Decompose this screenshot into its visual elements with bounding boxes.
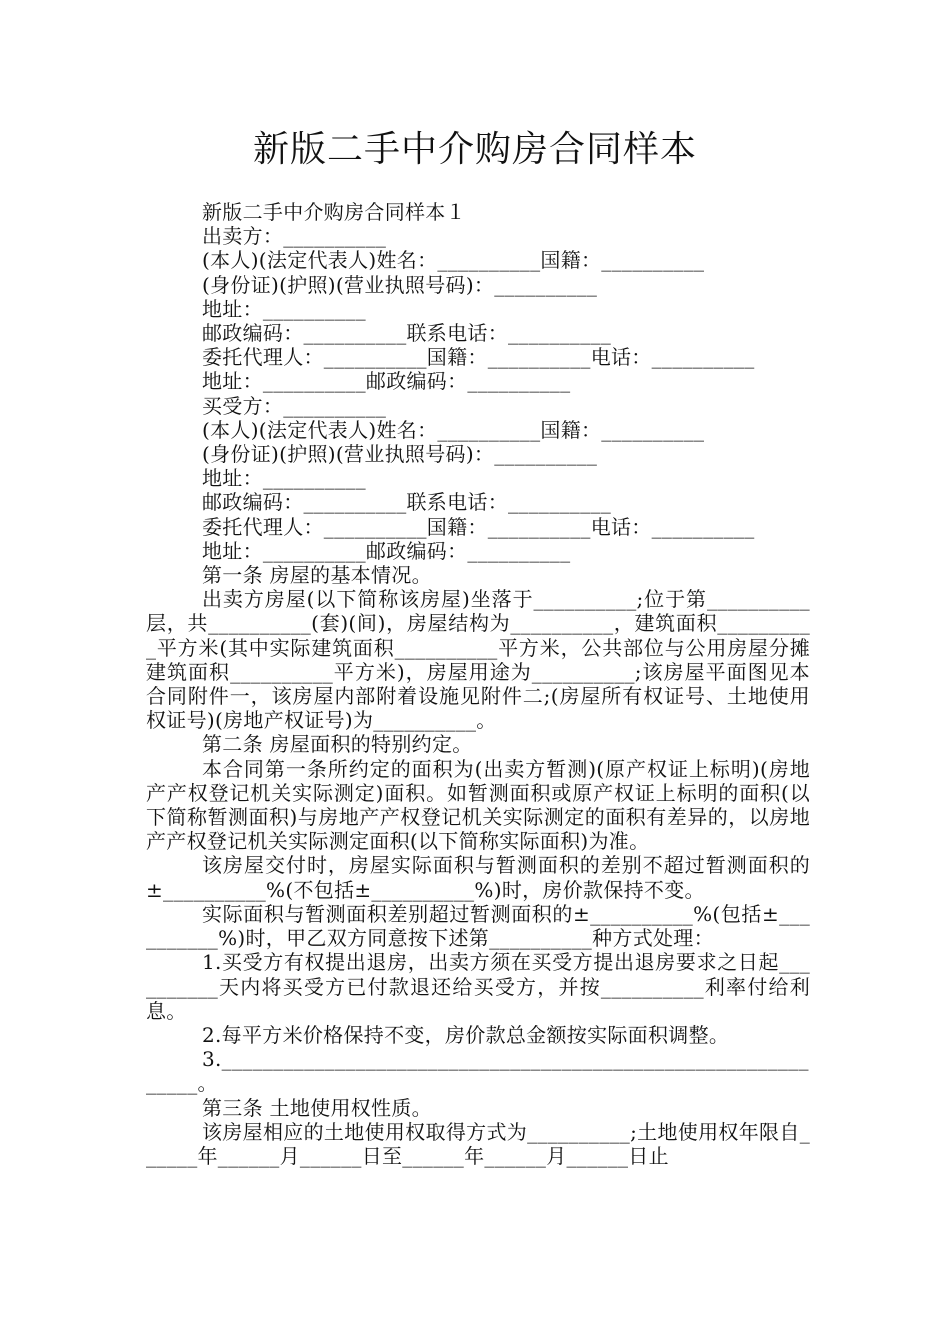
buyer-address-line: 地址：__________: [202, 466, 366, 491]
article2-paragraph-1: 本合同第一条所约定的面积为(出卖方暂测)(原产权证上标明)(房地产产权登记机关实际测定)面积。如暂测面积或原产权证上标明的面积(以下简称暂测面积)与房地产产权登记机关实际测定的面积有差异的，以房地产产权登记机关实际测定面积(以下简称实际面积)为准。: [146, 756, 810, 854]
article2-paragraph-2: 该房屋交付时，房屋实际面积与暂测面积的差别不超过暂测面积的±__________%(不包括±__________%)时，房价款保持不变。: [146, 853, 810, 902]
seller-agent-address-line: 地址：__________邮政编码：__________: [202, 369, 571, 394]
option-item-1: 1.买受方有权提出退房，出卖方须在买受方提出退房要求之日起__________天内将买受方已付款退还给买受方，并按__________利率付给利息。: [146, 950, 810, 1023]
seller-id-line: (身份证)(护照)(营业执照号码)：__________: [202, 272, 598, 297]
buyer-id-line: (身份证)(护照)(营业执照号码)：__________: [202, 442, 598, 467]
document-body: [146, 200, 810, 1168]
article1-paragraph: 出卖方房屋(以下简称该房屋)坐落于__________;位于第__________层，共__________(套)(间)，房屋结构为__________，建筑面积__________平方米(其中实际建筑面积__________平方米，公共部位与公用房屋分摊建筑面积__________平方米)，房屋用途为__________;该房屋平面图见本合同附件一，该房屋内部附着设施见附件二;(房屋所有权证号、土地使用权证号)(房地产权证号)为__________。: [146, 587, 810, 733]
document-title: 新版二手中介购房合同样本: [252, 129, 697, 170]
seller-line: 出卖方：__________: [202, 224, 387, 249]
article3-heading: 第三条 土地使用权性质。: [202, 1095, 432, 1120]
article1-heading: 第一条 房屋的基本情况。: [202, 563, 432, 588]
buyer-agent-line: 委托代理人：__________国籍：__________电话：__________: [202, 514, 755, 539]
buyer-name-line: (本人)(法定代表人)姓名：__________国籍：__________: [202, 417, 705, 442]
option-item-3: 3.______________________________________________________________。: [146, 1047, 809, 1096]
seller-postal-line: 邮政编码：__________联系电话：__________: [202, 321, 611, 346]
buyer-agent-address-line: 地址：__________邮政编码：__________: [202, 538, 571, 563]
seller-address-line: 地址：__________: [202, 296, 366, 321]
article2-paragraph-3: 实际面积与暂测面积差别超过暂测面积的±__________%(包括±__________%)时，甲乙双方同意按下述第__________种方式处理：: [146, 901, 810, 951]
option-item-2: 2.每平方米价格保持不变，房价款总金额按实际面积调整。: [202, 1022, 730, 1047]
seller-name-line: (本人)(法定代表人)姓名：__________国籍：__________: [202, 248, 705, 273]
article3-paragraph: 该房屋相应的土地使用权取得方式为__________;土地使用权年限自______年______月______日至______年______月______日止: [146, 1119, 810, 1168]
buyer-line: 买受方：__________: [202, 393, 387, 418]
article2-heading: 第二条 房屋面积的特别约定。: [202, 732, 473, 757]
buyer-postal-line: 邮政编码：__________联系电话：__________: [202, 490, 611, 515]
sub-title: 新版二手中介购房合同样本１: [202, 200, 466, 224]
seller-agent-line: 委托代理人：__________国籍：__________电话：__________: [202, 345, 755, 370]
